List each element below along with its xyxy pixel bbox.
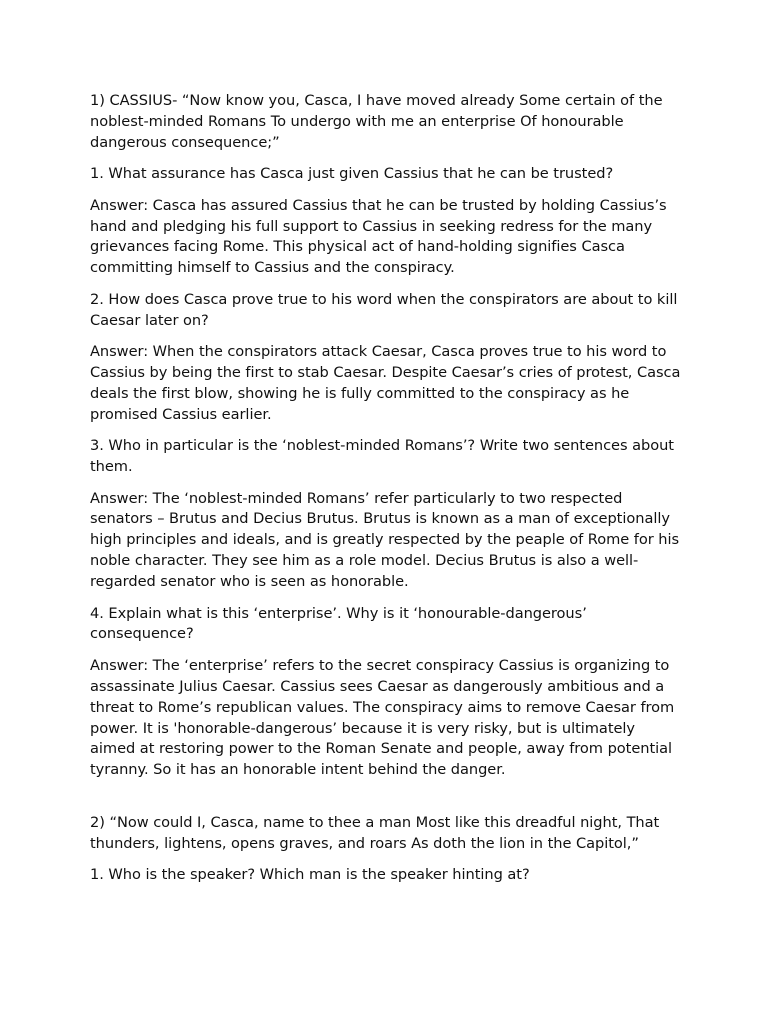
answer-1-3: Answer: The ‘noblest-minded Romans’ refer particularly to two respected senators – Brutus and Decius Brutus. Brutus is known as a man of exceptionally high principles and ideals, and is greatly respected by the peaple of Rome for his noble character. They see him as a role model. Decius Brutus is also a well-regarded senator who is seen as honorable.: [90, 489, 680, 591]
quote-1: 1) CASSIUS- “Now know you, Casca, I have moved already Some certain of the noblest-minded Romans To undergo with me an enterprise Of honourable dangerous consequence;”: [90, 92, 663, 151]
blank-line: [90, 792, 682, 813]
section-2: [90, 813, 682, 886]
quote-2: 2) “Now could I, Casca, name to thee a man Most like this dreadful night, That thunders, lightens, opens graves, and roars As doth the lion in the Capitol,”: [90, 813, 660, 852]
question-2-1: 1. Who is the speaker? Which man is the speaker hinting at?: [90, 865, 530, 883]
answer-1-4: Answer: The ‘enterprise’ refers to the secret conspiracy Cassius is organizing to assassinate Julius Caesar. Cassius sees Caesar as dangerously ambitious and a threat to Rome’s republican values. The conspiracy aims to remove Caesar from power. It is 'honorable-dangerous’ because it is very risky, but is ultimately aimed at restoring power to the Roman Senate and people, away from potential tyranny. So it has an honorable intent behind the danger.: [90, 656, 675, 779]
question-1-2: 2. How does Casca prove true to his word when the conspirators are about to kill Caesar later on?: [90, 290, 678, 329]
document-page: [90, 91, 682, 896]
question-1-4: 4. Explain what is this ‘enterprise’. Why is it ‘honourable-dangerous’ consequence?: [90, 604, 587, 643]
answer-1-1: Answer: Casca has assured Cassius that he can be trusted by holding Cassius’s hand and pledging his full support to Cassius in seeking redress for the many grievances facing Rome. This physical act of hand-holding signifies Casca committing himself to Cassius and the conspiracy.: [90, 196, 667, 277]
question-1-3: 3. Who in particular is the ‘noblest-minded Romans’? Write two sentences about them.: [90, 437, 674, 476]
question-1-1: 1. What assurance has Casca just given Cassius that he can be trusted?: [90, 165, 614, 183]
section-1: [90, 91, 682, 781]
answer-1-2: Answer: When the conspirators attack Caesar, Casca proves true to his word to Cassius by being the first to stab Caesar. Despite Caesar’s cries of protest, Casca deals the first blow, showing he is fully committed to the conspiracy as he promised Cassius earlier.: [90, 343, 681, 423]
